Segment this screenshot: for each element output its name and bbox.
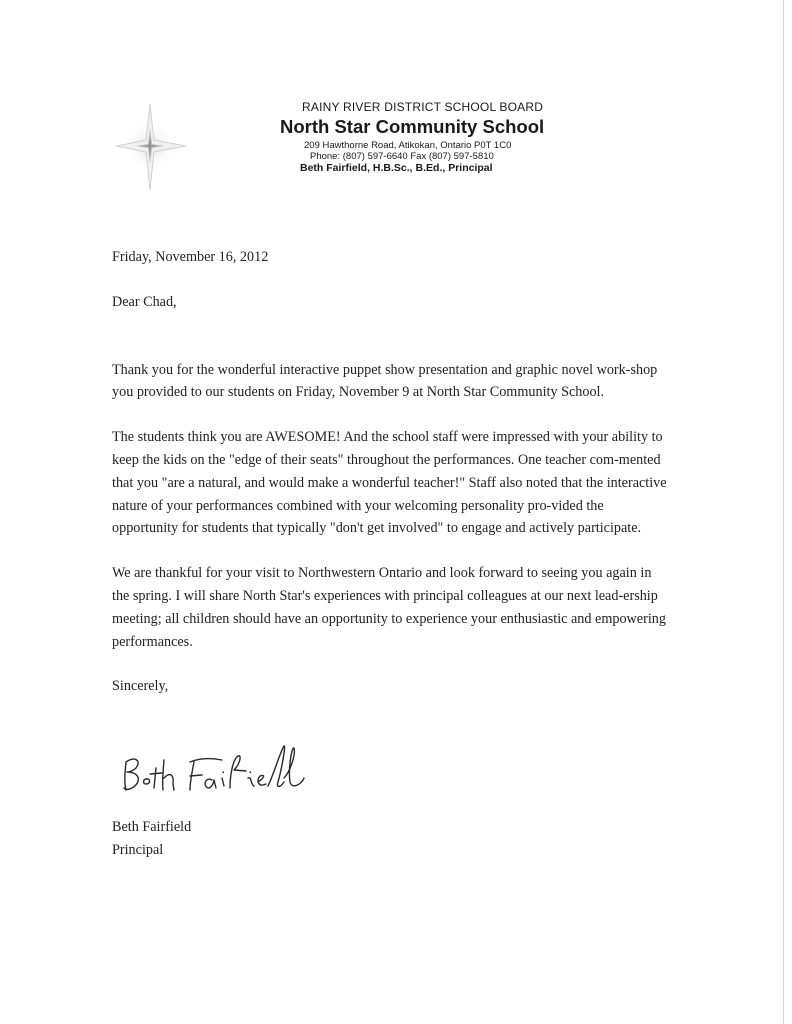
paragraph-1: Thank you for the wonderful interactive puppet show presentation and graphic novel work-shop you provided to our students on Friday, November 9 at North Star Community School.	[112, 361, 658, 401]
handwritten-signature	[118, 738, 308, 802]
school-address: 209 Hawthorne Road, Atikokan, Ontario P0T 1C0	[304, 140, 512, 151]
school-name: North Star Community School	[280, 116, 545, 137]
salutation: Dear Chad,	[112, 293, 177, 310]
closing: Sincerely,	[112, 678, 169, 695]
paragraph-2: The students think you are AWESOME! And the school staff were impressed with your ability to keep the kids on the "edge of their seats" throughout the performances. One teacher com-mented that you "are a natural, and would make a wonderful teacher!" Staff also noted that the interactive nature of your performances combined with your welcoming personality pro-vided the opportunity for students that typically "don't get involved" to engage and actively participate.	[112, 429, 667, 537]
paragraph-3: We are thankful for your visit to Northwestern Ontario and look forward to seeing you again in the spring. I will share North Star's experiences with principal colleagues at our next lead-ership meeting; all children should have an opportunity to experience your enthusiastic and empowering performances.	[112, 565, 666, 650]
school-board-name: RAINY RIVER DISTRICT SCHOOL BOARD	[302, 100, 544, 114]
letter-date: Friday, November 16, 2012	[112, 249, 269, 265]
signature-block	[112, 816, 191, 862]
signer-title: Principal	[112, 841, 164, 858]
north-star-icon	[112, 100, 188, 192]
principal-credentials: Beth Fairfield, H.B.Sc., B.Ed., Principal	[300, 162, 493, 174]
school-phone: Phone: (807) 597-6640 Fax (807) 597-5810	[310, 151, 494, 162]
signer-name: Beth Fairfield	[112, 819, 192, 835]
letter-body	[112, 246, 672, 698]
page-edge	[783, 0, 784, 1024]
